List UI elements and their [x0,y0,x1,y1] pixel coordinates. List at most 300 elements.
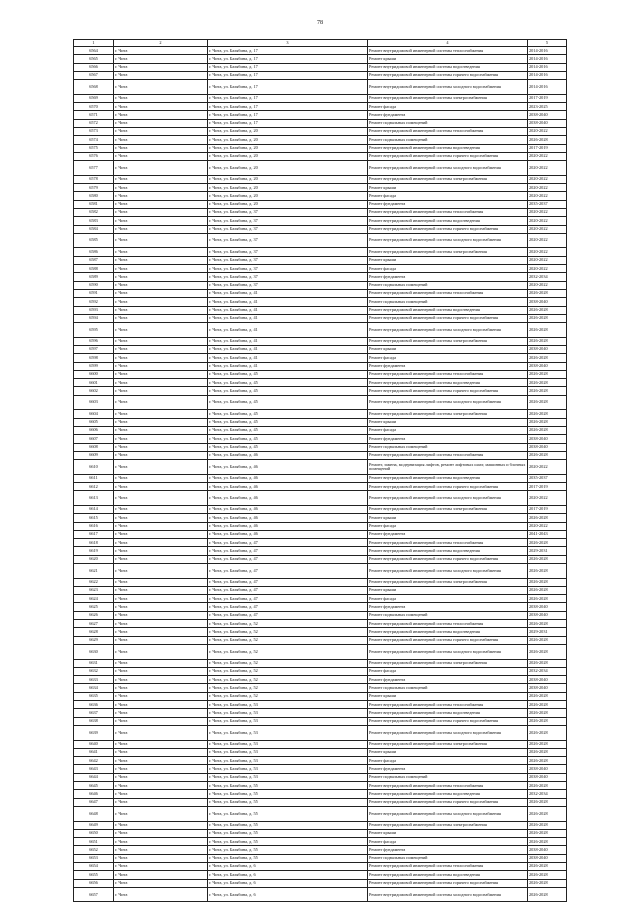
row-number-cell: 6617 [74,530,114,538]
municipality-cell: г. Чита [114,387,208,395]
address-cell: г. Чита, ул. Балябина, д. 37 [208,217,368,225]
period-cell: 2026-2028 [528,289,567,297]
address-cell: г. Чита, ул. Балябина, д. 46 [208,483,368,491]
period-cell: 2014-2016 [528,47,567,55]
work-type-cell: Ремонт фасада [368,667,528,675]
row-number-cell: 6588 [74,265,114,273]
work-type-cell: Ремонт внутридомовой инженерной системы горячего водоснабжения [368,717,528,725]
period-cell: 2026-2028 [528,871,567,879]
work-type-cell: Ремонт внутридомовой инженерной системы теплоснабжения [368,370,528,378]
municipality-cell: г. Чита [114,522,208,530]
work-type-cell: Ремонт внутридомовой инженерной системы теплоснабжения [368,47,528,55]
work-type-cell: Ремонт фасада [368,354,528,362]
row-number-cell: 6567 [74,71,114,79]
work-type-cell: Ремонт внутридомовой инженерной системы водоотведения [368,709,528,717]
municipality-cell: г. Чита [114,586,208,594]
municipality-cell: г. Чита [114,281,208,289]
work-type-cell: Ремонт фундамента [368,846,528,854]
municipality-cell: г. Чита [114,184,208,192]
address-cell: г. Чита, ул. Балябина, д. 53 [208,740,368,748]
municipality-cell: г. Чита [114,725,208,740]
period-cell: 2035-2037 [528,200,567,208]
period-cell: 2038-2040 [528,603,567,611]
table-row [74,514,567,522]
period-cell: 2017-2019 [528,505,567,513]
work-type-cell: Ремонт фундамента [368,273,528,281]
period-cell: 2029-2031 [528,628,567,636]
municipality-cell: г. Чита [114,887,208,902]
row-number-cell: 6601 [74,379,114,387]
period-cell: 2032-2034 [528,273,567,281]
address-cell: г. Чита, ул. Балябина, д. 45 [208,435,368,443]
address-cell: г. Чита, ул. Балябина, д. 55 [208,829,368,837]
municipality-cell: г. Чита [114,854,208,862]
repair-schedule-table [73,39,567,902]
address-cell: г. Чита, ул. Балябина, д. 37 [208,256,368,264]
table-row [74,838,567,846]
table-row [74,790,567,798]
row-number-cell: 6607 [74,435,114,443]
column-header: 5 [528,40,567,47]
table-row [74,208,567,216]
municipality-cell: г. Чита [114,248,208,256]
row-number-cell: 6635 [74,692,114,700]
row-number-cell: 6619 [74,547,114,555]
address-cell: г. Чита, ул. Балябина, д. 41 [208,289,368,297]
row-number-cell: 6594 [74,314,114,322]
table-row [74,47,567,55]
municipality-cell: г. Чита [114,136,208,144]
work-type-cell: Ремонт внутридомовой инженерной системы теплоснабжения [368,539,528,547]
work-type-cell: Ремонт внутридомовой инженерной системы теплоснабжения [368,451,528,459]
period-cell: 2026-2028 [528,514,567,522]
row-number-cell: 6600 [74,370,114,378]
municipality-cell: г. Чита [114,748,208,756]
work-type-cell: Ремонт внутридомовой инженерной системы холодного водоснабжения [368,491,528,506]
period-cell: 2020-2022 [528,265,567,273]
work-type-cell: Ремонт внутридомовой инженерной системы холодного водоснабжения [368,806,528,821]
row-number-cell: 6580 [74,192,114,200]
row-number-cell: 6649 [74,821,114,829]
address-cell: г. Чита, ул. Балябина, д. 17 [208,47,368,55]
address-cell: г. Чита, ул. Балябина, д. 53 [208,701,368,709]
table-row [74,628,567,636]
row-number-cell: 6606 [74,426,114,434]
municipality-cell: г. Чита [114,451,208,459]
row-number-cell: 6645 [74,782,114,790]
table-row [74,63,567,71]
period-cell: 2017-2019 [528,144,567,152]
table-row [74,136,567,144]
address-cell: г. Чита, ул. Балябина, д. 20 [208,136,368,144]
address-cell: г. Чита, ул. Балябина, д. 20 [208,184,368,192]
address-cell: г. Чита, ул. Балябина, д. 45 [208,418,368,426]
row-number-cell: 6639 [74,725,114,740]
period-cell: 2026-2028 [528,748,567,756]
work-type-cell: Ремонт внутридомовой инженерной системы холодного водоснабжения [368,725,528,740]
table-row [74,323,567,338]
municipality-cell: г. Чита [114,765,208,773]
municipality-cell: г. Чита [114,119,208,127]
municipality-cell: г. Чита [114,410,208,418]
row-number-cell: 6650 [74,829,114,837]
municipality-cell: г. Чита [114,94,208,102]
table-row [74,256,567,264]
work-type-cell: Ремонт внутридомовой инженерной системы горячего водоснабжения [368,636,528,644]
table-row [74,717,567,725]
table-row [74,265,567,273]
period-cell: 2026-2028 [528,426,567,434]
table-row [74,740,567,748]
row-number-cell: 6638 [74,717,114,725]
period-cell: 2026-2028 [528,887,567,902]
municipality-cell: г. Чита [114,701,208,709]
work-type-cell: Ремонт внутридомовой инженерной системы холодного водоснабжения [368,564,528,579]
period-cell: 2020-2022 [528,233,567,248]
period-cell: 2038-2040 [528,362,567,370]
period-cell: 2026-2028 [528,418,567,426]
row-number-cell: 6634 [74,684,114,692]
work-type-cell: Ремонт подвальных помещений [368,684,528,692]
work-type-cell: Ремонт крыши [368,256,528,264]
period-cell: 2026-2028 [528,659,567,667]
municipality-cell: г. Чита [114,491,208,506]
period-cell: 2041-2043 [528,530,567,538]
row-number-cell: 6568 [74,80,114,95]
period-cell: 2038-2040 [528,435,567,443]
period-cell: 2026-2028 [528,701,567,709]
address-cell: г. Чита, ул. Балябина, д. 20 [208,127,368,135]
municipality-cell: г. Чита [114,879,208,887]
work-type-cell: Ремонт фундамента [368,676,528,684]
row-number-cell: 6614 [74,505,114,513]
address-cell: г. Чита, ул. Балябина, д. 17 [208,94,368,102]
work-type-cell: Ремонт крыши [368,55,528,63]
municipality-cell: г. Чита [114,460,208,475]
row-number-cell: 6612 [74,483,114,491]
row-number-cell: 6620 [74,555,114,563]
municipality-cell: г. Чита [114,337,208,345]
municipality-cell: г. Чита [114,564,208,579]
address-cell: г. Чита, ул. Балябина, д. 52 [208,620,368,628]
municipality-cell: г. Чита [114,47,208,55]
work-type-cell: Ремонт внутридомовой инженерной системы электроснабжения [368,94,528,102]
address-cell: г. Чита, ул. Балябина, д. 47 [208,564,368,579]
period-cell: 2038-2040 [528,119,567,127]
municipality-cell: г. Чита [114,709,208,717]
address-cell: г. Чита, ул. Балябина, д. 41 [208,337,368,345]
address-cell: г. Чита, ул. Балябина, д. 52 [208,659,368,667]
row-number-cell: 6628 [74,628,114,636]
municipality-cell: г. Чита [114,379,208,387]
row-number-cell: 6623 [74,586,114,594]
row-number-cell: 6655 [74,871,114,879]
table-row [74,337,567,345]
address-cell: г. Чита, ул. Балябина, д. 53 [208,748,368,756]
row-number-cell: 6581 [74,200,114,208]
table-row [74,111,567,119]
row-number-cell: 6640 [74,740,114,748]
period-cell: 2038-2040 [528,611,567,619]
period-cell: 2038-2040 [528,298,567,306]
municipality-cell: г. Чита [114,620,208,628]
work-type-cell: Ремонт внутридомовой инженерной системы водоотведения [368,871,528,879]
address-cell: г. Чита, ул. Балябина, д. 53 [208,773,368,781]
row-number-cell: 6631 [74,659,114,667]
municipality-cell: г. Чита [114,306,208,314]
period-cell: 2020-2022 [528,192,567,200]
row-number-cell: 6584 [74,225,114,233]
table-row [74,547,567,555]
row-number-cell: 6566 [74,63,114,71]
table-row [74,667,567,675]
row-number-cell: 6632 [74,667,114,675]
row-number-cell: 6596 [74,337,114,345]
work-type-cell: Ремонт внутридомовой инженерной системы электроснабжения [368,659,528,667]
table-row [74,595,567,603]
row-number-cell: 6615 [74,514,114,522]
table-row [74,620,567,628]
address-cell: г. Чита, ул. Балябина, д. 37 [208,225,368,233]
address-cell: г. Чита, ул. Балябина, д. 17 [208,80,368,95]
table-row [74,314,567,322]
table-row [74,395,567,410]
period-cell: 2032-2034 [528,667,567,675]
address-cell: г. Чита, ул. Балябина, д. 45 [208,387,368,395]
municipality-cell: г. Чита [114,127,208,135]
municipality-cell: г. Чита [114,362,208,370]
period-cell: 2026-2028 [528,136,567,144]
municipality-cell: г. Чита [114,217,208,225]
period-cell: 2020-2022 [528,225,567,233]
municipality-cell: г. Чита [114,692,208,700]
municipality-cell: г. Чита [114,370,208,378]
address-cell: г. Чита, ул. Балябина, д. 41 [208,314,368,322]
period-cell: 2023-2025 [528,103,567,111]
work-type-cell: Ремонт внутридомовой инженерной системы теплоснабжения [368,289,528,297]
row-number-cell: 6577 [74,161,114,176]
period-cell: 2020-2022 [528,256,567,264]
period-cell: 2026-2028 [528,337,567,345]
period-cell: 2014-2016 [528,63,567,71]
municipality-cell: г. Чита [114,426,208,434]
table-row [74,798,567,806]
municipality-cell: г. Чита [114,676,208,684]
table-row [74,443,567,451]
period-cell: 2020-2022 [528,522,567,530]
address-cell: г. Чита, ул. Балябина, д. 20 [208,161,368,176]
table-row [74,217,567,225]
row-number-cell: 6564 [74,47,114,55]
address-cell: г. Чита, ул. Балябина, д. 46 [208,530,368,538]
address-cell: г. Чита, ул. Балябина, д. 41 [208,354,368,362]
table-row [74,273,567,281]
work-type-cell: Ремонт внутридомовой инженерной системы горячего водоснабжения [368,483,528,491]
work-type-cell: Ремонт внутридомовой инженерной системы теплоснабжения [368,862,528,870]
table-row [74,71,567,79]
period-cell: 2026-2028 [528,379,567,387]
table-row [74,460,567,475]
municipality-cell: г. Чита [114,798,208,806]
work-type-cell: Ремонт крыши [368,586,528,594]
work-type-cell: Ремонт внутридомовой инженерной системы теплоснабжения [368,701,528,709]
work-type-cell: Ремонт внутридомовой инженерной системы водоотведения [368,474,528,482]
work-type-cell: Ремонт внутридомовой инженерной системы горячего водоснабжения [368,387,528,395]
address-cell: г. Чита, ул. Балябина, д. 6 [208,862,368,870]
address-cell: г. Чита, ул. Балябина, д. 45 [208,370,368,378]
period-cell: 2038-2040 [528,345,567,353]
row-number-cell: 6602 [74,387,114,395]
period-cell: 2038-2040 [528,443,567,451]
row-number-cell: 6597 [74,345,114,353]
address-cell: г. Чита, ул. Балябина, д. 37 [208,273,368,281]
municipality-cell: г. Чита [114,871,208,879]
period-cell: 2026-2028 [528,879,567,887]
row-number-cell: 6608 [74,443,114,451]
municipality-cell: г. Чита [114,628,208,636]
work-type-cell: Ремонт крыши [368,184,528,192]
row-number-cell: 6595 [74,323,114,338]
address-cell: г. Чита, ул. Балябина, д. 47 [208,603,368,611]
row-number-cell: 6641 [74,748,114,756]
period-cell: 2020-2022 [528,491,567,506]
table-row [74,555,567,563]
table-row [74,55,567,63]
row-number-cell: 6610 [74,460,114,475]
row-number-cell: 6605 [74,418,114,426]
address-cell: г. Чита, ул. Балябина, д. 47 [208,547,368,555]
work-type-cell: Ремонт фасада [368,522,528,530]
address-cell: г. Чита, ул. Балябина, д. 41 [208,306,368,314]
work-type-cell: Ремонт подвальных помещений [368,443,528,451]
work-type-cell: Ремонт крыши [368,748,528,756]
address-cell: г. Чита, ул. Балябина, д. 46 [208,514,368,522]
period-cell: 2026-2028 [528,314,567,322]
municipality-cell: г. Чита [114,806,208,821]
table-row [74,103,567,111]
table-row [74,184,567,192]
row-number-cell: 6651 [74,838,114,846]
address-cell: г. Чита, ул. Балябина, д. 46 [208,451,368,459]
address-cell: г. Чита, ул. Балябина, д. 20 [208,152,368,160]
table-row [74,94,567,102]
work-type-cell: Ремонт внутридомовой инженерной системы теплоснабжения [368,782,528,790]
row-number-cell: 6621 [74,564,114,579]
period-cell: 2026-2028 [528,725,567,740]
period-cell: 2026-2028 [528,564,567,579]
address-cell: г. Чита, ул. Балябина, д. 47 [208,578,368,586]
address-cell: г. Чита, ул. Балябина, д. 20 [208,192,368,200]
work-type-cell: Ремонт фундамента [368,435,528,443]
table-row [74,522,567,530]
work-type-cell: Ремонт внутридомовой инженерной системы электроснабжения [368,410,528,418]
table-row [74,748,567,756]
period-cell: 2026-2028 [528,709,567,717]
row-number-cell: 6644 [74,773,114,781]
row-number-cell: 6578 [74,175,114,183]
table-row [74,862,567,870]
table-row [74,483,567,491]
table-row [74,387,567,395]
address-cell: г. Чита, ул. Балябина, д. 53 [208,765,368,773]
table-row [74,289,567,297]
row-number-cell: 6572 [74,119,114,127]
row-number-cell: 6583 [74,217,114,225]
address-cell: г. Чита, ул. Балябина, д. 46 [208,474,368,482]
address-cell: г. Чита, ул. Балябина, д. 53 [208,757,368,765]
municipality-cell: г. Чита [114,144,208,152]
table-row [74,821,567,829]
municipality-cell: г. Чита [114,256,208,264]
address-cell: г. Чита, ул. Балябина, д. 52 [208,644,368,659]
table-row [74,233,567,248]
table-row [74,765,567,773]
table-row [74,757,567,765]
row-number-cell: 6611 [74,474,114,482]
row-number-cell: 6565 [74,55,114,63]
work-type-cell: Ремонт внутридомовой инженерной системы горячего водоснабжения [368,152,528,160]
row-number-cell: 6618 [74,539,114,547]
address-cell: г. Чита, ул. Балябина, д. 17 [208,119,368,127]
work-type-cell: Ремонт внутридомовой инженерной системы водоотведения [368,628,528,636]
address-cell: г. Чита, ул. Балябина, д. 55 [208,838,368,846]
address-cell: г. Чита, ул. Балябина, д. 20 [208,144,368,152]
address-cell: г. Чита, ул. Балябина, д. 45 [208,379,368,387]
address-cell: г. Чита, ул. Балябина, д. 6 [208,879,368,887]
municipality-cell: г. Чита [114,717,208,725]
work-type-cell: Ремонт подвальных помещений [368,136,528,144]
row-number-cell: 6633 [74,676,114,684]
municipality-cell: г. Чита [114,757,208,765]
address-cell: г. Чита, ул. Балябина, д. 46 [208,505,368,513]
table-row [74,119,567,127]
row-number-cell: 6643 [74,765,114,773]
work-type-cell: Ремонт внутридомовой инженерной системы водоотведения [368,547,528,555]
work-type-cell: Ремонт внутридомовой инженерной системы холодного водоснабжения [368,161,528,176]
work-type-cell: Ремонт внутридомовой инженерной системы водоотведения [368,144,528,152]
table-row [74,829,567,837]
period-cell: 2020-2022 [528,281,567,289]
row-number-cell: 6636 [74,701,114,709]
period-cell: 2020-2022 [528,127,567,135]
period-cell: 2026-2028 [528,370,567,378]
work-type-cell: Ремонт фасада [368,192,528,200]
address-cell: г. Чита, ул. Балябина, д. 46 [208,522,368,530]
municipality-cell: г. Чита [114,505,208,513]
municipality-cell: г. Чита [114,644,208,659]
row-number-cell: 6626 [74,611,114,619]
work-type-cell: Ремонт внутридомовой инженерной системы теплоснабжения [368,208,528,216]
address-cell: г. Чита, ул. Балябина, д. 41 [208,362,368,370]
row-number-cell: 6625 [74,603,114,611]
row-number-cell: 6657 [74,887,114,902]
row-number-cell: 6646 [74,790,114,798]
period-cell: 2038-2040 [528,765,567,773]
period-cell: 2038-2040 [528,111,567,119]
address-cell: г. Чита, ул. Балябина, д. 37 [208,208,368,216]
work-type-cell: Ремонт фасада [368,265,528,273]
address-cell: г. Чита, ул. Балябина, д. 46 [208,491,368,506]
municipality-cell: г. Чита [114,289,208,297]
row-number-cell: 6576 [74,152,114,160]
period-cell: 2026-2028 [528,821,567,829]
row-number-cell: 6656 [74,879,114,887]
work-type-cell: Ремонт внутридомовой инженерной системы электроснабжения [368,505,528,513]
table-row [74,281,567,289]
address-cell: г. Чита, ул. Балябина, д. 47 [208,595,368,603]
work-type-cell: Ремонт внутридомовой инженерной системы горячего водоснабжения [368,555,528,563]
municipality-cell: г. Чита [114,111,208,119]
